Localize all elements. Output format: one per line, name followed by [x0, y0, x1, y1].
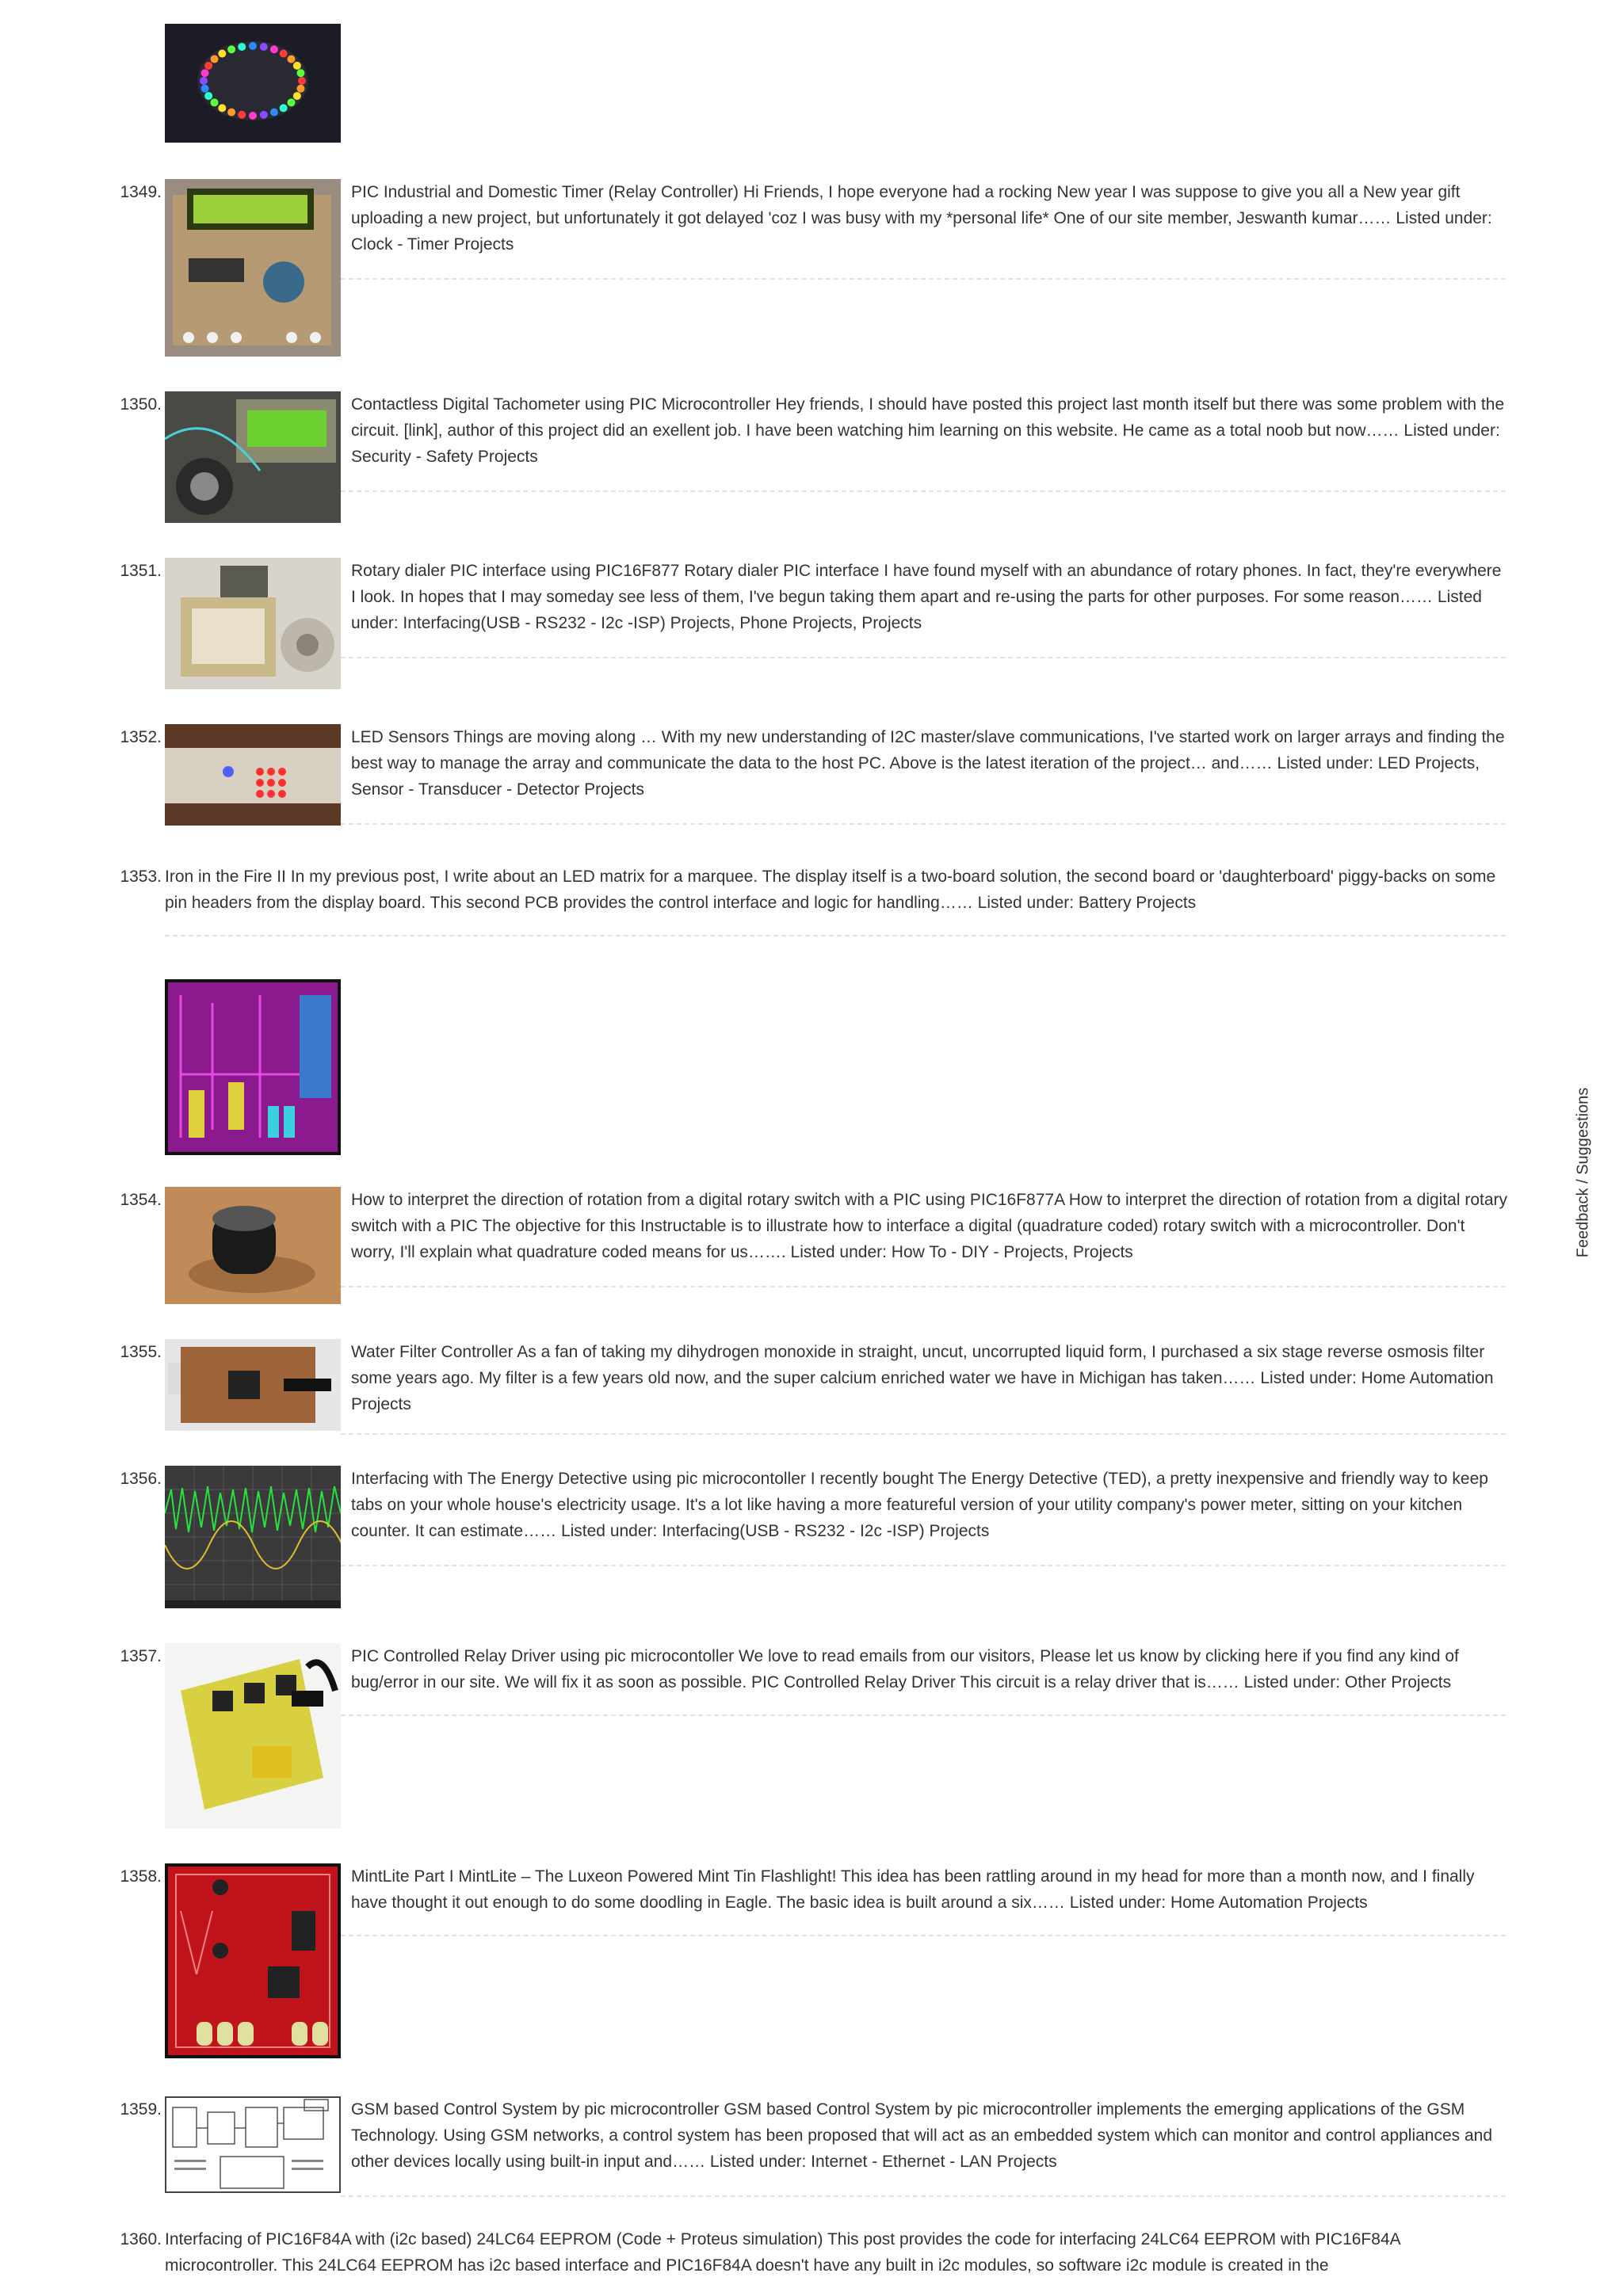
divider — [165, 935, 1506, 936]
item-number: 1356. — [120, 1470, 162, 1488]
tachometer-thumbnail[interactable] — [165, 391, 341, 523]
item-number: 1355. — [120, 1343, 162, 1361]
item-description[interactable]: How to interpret the direction of rotation from a digital rotary switch with a PIC using PIC16F877A How to interpret the direction of rotation from a digital rotary switch with a PIC The objective for this Instructable is to illustrate how to interface a digital (quadrature coded) rotary switch with a microcontroller. Don't worry, I'll explain what quadrature coded means for us……. Listed under: How To - DIY - Projects, Projects — [351, 1191, 1508, 1261]
item-number: 1357. — [120, 1647, 162, 1665]
oscilloscope-thumbnail[interactable] — [165, 1466, 341, 1608]
item-number: 1351. — [120, 562, 162, 580]
divider — [341, 823, 1506, 825]
item-description[interactable]: LED Sensors Things are moving along … With my new understanding of I2C master/slave communications, I've started work on larger arrays and finding the best way to manage the array and communicate the data to the host PC. Above is the latest iteration of the project… and…… Listed under: LED Projects, Sensor - Transducer - Detector Projects — [351, 728, 1505, 799]
divider — [341, 1714, 1506, 1716]
item-description[interactable]: PIC Industrial and Domestic Timer (Relay Controller) Hi Friends, I hope everyone had a rocking New year I was suppose to give you all a New year gift uploading a new project, but unfortunately it got delayed 'coz I was busy with my *personal life* One of our site member, Jeswanth kumar…… Listed under: Clock - Timer Projects — [351, 183, 1492, 254]
water-filter-board-thumbnail[interactable] — [165, 1339, 341, 1431]
item-description[interactable]: Water Filter Controller As a fan of taking my dihydrogen monoxide in straight, uncut, uncorrupted liquid form, I purchased a six stage reverse osmosis filter some years ago. My filter is a few years old now, and the super calcium enriched water we have in Michigan has taken…… Listed under: Home Automation Projects — [351, 1343, 1494, 1413]
gsm-block-diagram-thumbnail[interactable] — [165, 2096, 341, 2193]
item-number: 1359. — [120, 2100, 162, 2119]
divider — [341, 490, 1506, 492]
item-number: 1349. — [120, 183, 162, 201]
item-number: 1358. — [120, 1867, 162, 1886]
item-number: 1354. — [120, 1191, 162, 1209]
relay-driver-thumbnail[interactable] — [165, 1643, 341, 1829]
item-description[interactable]: Contactless Digital Tachometer using PIC Microcontroller Hey friends, I should have posted this project last month itself but there was some problem with the circuit. [link], author of this project did an exellent job. I have been watching him learning on this website. He came as a total noob but now…… Listed under: Security - Safety Projects — [351, 395, 1505, 466]
led-ring-thumbnail[interactable] — [165, 24, 341, 143]
feedback-tab[interactable] — [1568, 1085, 1599, 1260]
led-sensor-thumbnail[interactable] — [165, 724, 341, 826]
divider — [341, 657, 1506, 658]
divider — [341, 1565, 1506, 1566]
timer-board-thumbnail[interactable] — [165, 179, 341, 357]
rotary-knob-thumbnail[interactable] — [165, 1187, 341, 1304]
rotary-dialer-thumbnail[interactable] — [165, 558, 341, 689]
divider — [341, 2195, 1506, 2197]
item-description[interactable]: Interfacing with The Energy Detective using pic microcontoller I recently bought The Energy Detective (TED), a pretty inexpensive and friendly way to keep tabs on your whole house's electricity usage. It's a lot like having a more featureful version of your utility company's power meter, sitting on your kitchen counter. It can estimate…… Listed under: Interfacing(USB - RS232 - I2c -ISP) Projects — [351, 1470, 1488, 1540]
mintlite-pcb-thumbnail[interactable] — [165, 1863, 341, 2058]
divider — [341, 278, 1506, 280]
item-number: 1360. — [120, 2230, 162, 2248]
item-description[interactable]: Interfacing of PIC16F84A with (i2c based) 24LC64 EEPROM (Code + Proteus simulation) This post provides the code for interfacing 24LC64 EEPROM with PIC16F84A microcontroller. This 24LC64 EEPROM has i2c based interface and PIC16F84A doesn't have any built in i2c modules, so software i2c module is created in the — [165, 2230, 1400, 2275]
divider — [341, 1286, 1506, 1287]
item-description[interactable]: PIC Controlled Relay Driver using pic microcontoller We love to read emails from our visitors, Please let us know by clicking here if you find any kind of bug/error in our site. We will fix it as soon as possible. PIC Controlled Relay Driver This circuit is a relay driver that is…… Listed under: Other Projects — [351, 1647, 1459, 1691]
divider — [341, 1935, 1506, 1936]
item-description[interactable]: Iron in the Fire II In my previous post, I write about an LED matrix for a marquee. The display itself is a two-board solution, the second board or 'daughterboard' piggy-backs on some pin headers from the display board. This second PCB provides the control interface and logic for handling…… Listed under: Battery Projects — [165, 868, 1496, 912]
item-number: 1350. — [120, 395, 162, 414]
item-description[interactable]: MintLite Part I MintLite – The Luxeon Powered Mint Tin Flashlight! This idea has been rattling around in my head for more than a month now, and I finally have thought it out enough to do some doodling in Eagle. The basic idea is built around a six…… Listed under: Home Automation Projects — [351, 1867, 1475, 1912]
item-description[interactable]: Rotary dialer PIC interface using PIC16F877 Rotary dialer PIC interface I have found myself with an abundance of rotary phones. In fact, they're everywhere I look. In hopes that I may someday see less of them, I've begun taking them apart and re-using the parts for other purposes. For some reason…… Listed under: Interfacing(USB - RS232 - I2c -ISP) Projects, Phone Projects, Projects — [351, 562, 1502, 632]
feedback-label: Feedback / Suggestions — [1574, 1087, 1592, 1258]
item-description[interactable]: GSM based Control System by pic microcontroller GSM based Control System by pic microcontroller implements the emerging applications of the GSM Technology. Using GSM networks, a control system has been proposed that will act as an embedded system which can monitor and control appliances and other devices locally using built-in input and…… Listed under: Internet - Ethernet - LAN Projects — [351, 2100, 1493, 2171]
item-number: 1353. — [120, 868, 162, 886]
pcb-layout-thumbnail[interactable] — [165, 979, 341, 1155]
item-number: 1352. — [120, 728, 162, 746]
divider — [341, 1433, 1506, 1435]
